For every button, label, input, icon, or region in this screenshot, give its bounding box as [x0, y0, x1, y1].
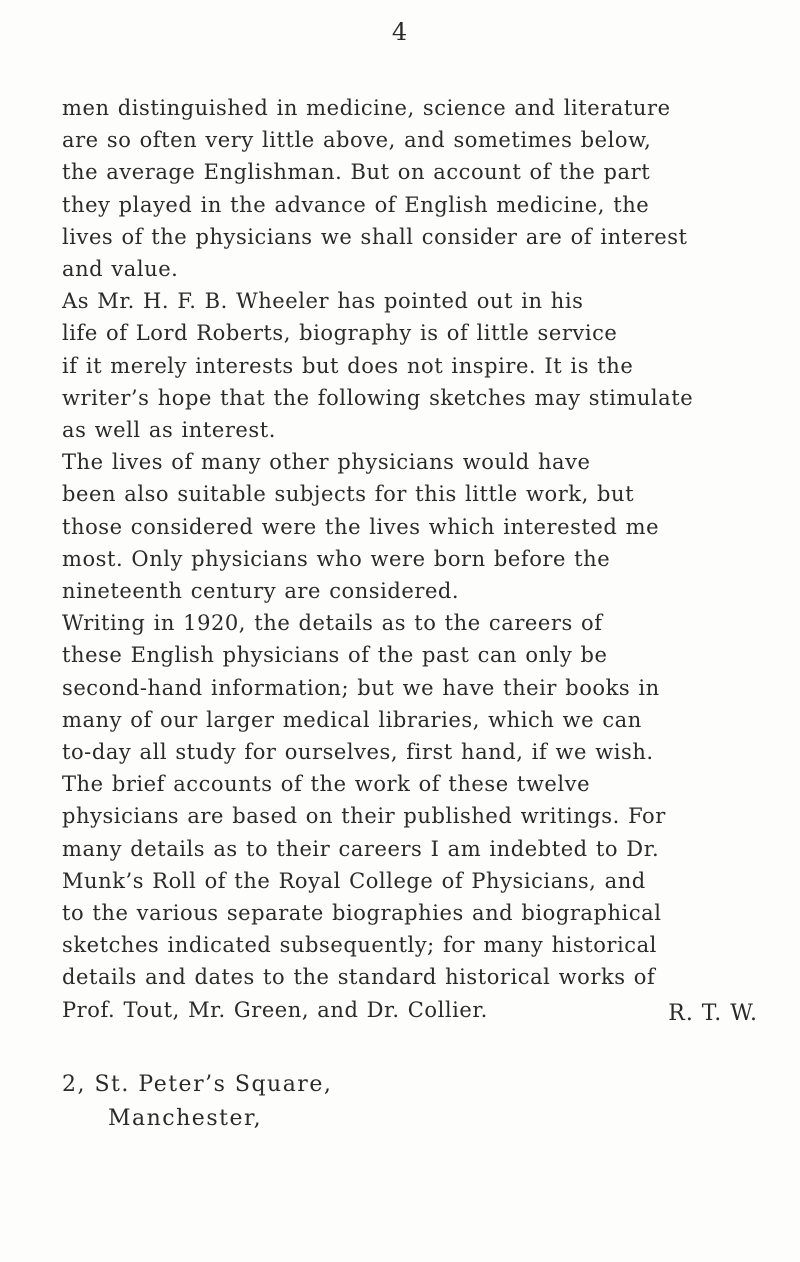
text-line: second-hand information; but we have their books in	[62, 675, 660, 700]
address-line-city: Manchester,	[108, 1106, 263, 1131]
text-line: to-day all study for ourselves, first hand, if we wish.	[62, 740, 654, 765]
author-initials: R. T. W.	[668, 1001, 758, 1026]
text-line: details and dates to the standard historical works of	[62, 965, 656, 990]
text-line: to the various separate biographies and biographical	[62, 901, 662, 926]
text-line: men distinguished in medicine, science and literature	[62, 96, 671, 120]
text-line: and value.	[62, 257, 179, 282]
address-block	[62, 1068, 332, 1136]
text-line: most. Only physicians who were born before the	[62, 546, 611, 571]
text-line: as well as interest.	[62, 418, 276, 443]
text-line: been also suitable subjects for this little work, but	[62, 482, 635, 507]
text-line: As Mr. H. F. B. Wheeler has pointed out in his	[62, 289, 584, 314]
text-line: they played in the advance of English medicine, the	[62, 192, 650, 217]
text-line: writer’s hope that the following sketches may stimulate	[62, 385, 694, 410]
page-number: 4	[391, 18, 409, 46]
text-line: the average Englishman. But on account of the part	[62, 160, 651, 185]
text-line: Prof. Tout, Mr. Green, and Dr. Collier.	[62, 997, 488, 1022]
text-line: life of Lord Roberts, biography is of little service	[62, 321, 618, 346]
text-line: lives of the physicians we shall consider are of interest	[62, 224, 688, 249]
preface-text	[62, 92, 762, 1026]
text-line: are so often very little above, and sometimes below,	[62, 128, 652, 153]
text-line: Writing in 1920, the details as to the careers of	[62, 611, 603, 636]
text-line: many of our larger medical libraries, which we can	[62, 707, 642, 732]
text-line: Munk’s Roll of the Royal College of Physicians, and	[62, 868, 646, 893]
text-line: these English physicians of the past can only be	[62, 643, 608, 668]
text-line: nineteenth century are considered.	[62, 579, 460, 604]
text-line: if it merely interests but does not inspire. It is the	[62, 353, 634, 378]
text-line: sketches indicated subsequently; for many historical	[62, 933, 657, 958]
text-line: those considered were the lives which interested me	[62, 514, 660, 539]
text-line: many details as to their careers I am indebted to Dr.	[62, 836, 660, 861]
text-line: The brief accounts of the work of these twelve	[62, 772, 591, 797]
address-line-street: 2, St. Peter’s Square,	[62, 1072, 333, 1097]
text-line: physicians are based on their published writings. For	[62, 804, 666, 829]
text-line: The lives of many other physicians would have	[62, 450, 591, 475]
